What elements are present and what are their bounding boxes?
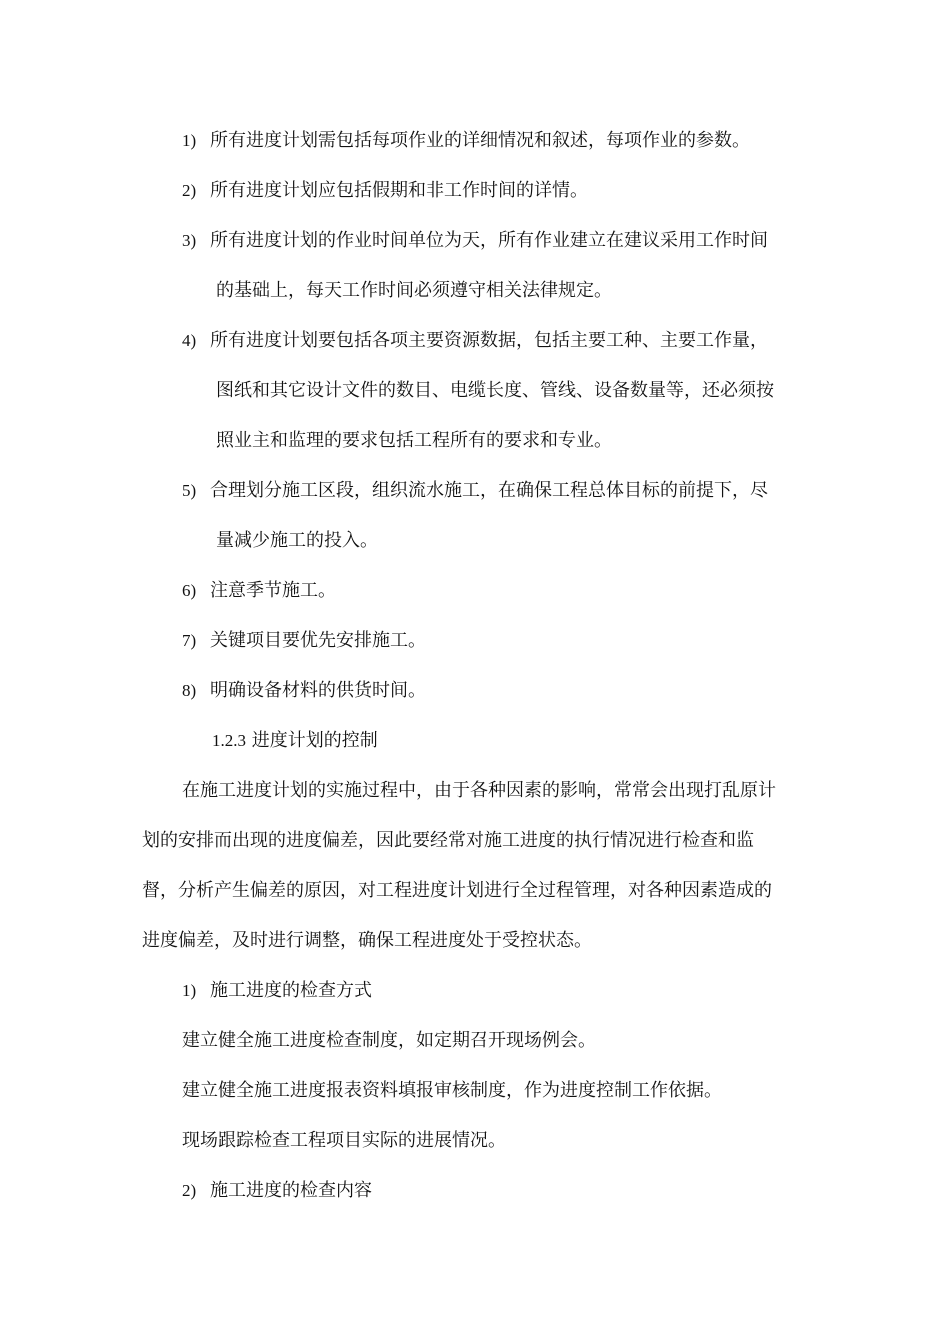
- list-number: 4): [182, 331, 197, 350]
- list-number: 6): [182, 581, 197, 600]
- list-text: 施工进度的检查内容: [210, 1180, 372, 1201]
- body-paragraph: [142, 766, 810, 966]
- list-text: 所有进度计划应包括假期和非工作时间的详情。: [210, 180, 588, 201]
- list-number: 1): [182, 131, 197, 150]
- list-item-5: [182, 466, 822, 566]
- list-item-8: [182, 666, 822, 716]
- paragraph-line: 督，分析产生偏差的原因，对工程进度计划进行全过程管理，对各种因素造成的: [142, 880, 772, 901]
- list-item-7: [182, 616, 822, 666]
- list-number: 2): [182, 181, 197, 200]
- check-item-1: 建立健全施工进度检查制度，如定期召开现场例会。: [182, 1030, 596, 1051]
- list-text: 的基础上，每天工作时间必须遵守相关法律规定。: [216, 280, 612, 301]
- list-text: 注意季节施工。: [210, 580, 336, 601]
- list-text: 所有进度计划需包括每项作业的详细情况和叙述，每项作业的参数。: [210, 130, 750, 151]
- list-item-4: [182, 316, 822, 466]
- paragraph-line: 进度偏差，及时进行调整，确保工程进度处于受控状态。: [142, 930, 592, 951]
- list-number: 7): [182, 631, 197, 650]
- section-heading: [212, 716, 378, 766]
- check-item-3: 现场跟踪检查工程项目实际的进展情况。: [182, 1130, 506, 1151]
- paragraph-line: 在施工进度计划的实施过程中，由于各种因素的影响，常常会出现打乱原计: [182, 780, 776, 801]
- list-text: 图纸和其它设计文件的数目、电缆长度、管线、设备数量等，还必须按: [216, 380, 774, 401]
- list-number: 1): [182, 981, 197, 1000]
- section-number: 1.2.3: [212, 731, 246, 750]
- list-text: 明确设备材料的供货时间。: [210, 680, 426, 701]
- list-item-1: [182, 116, 822, 166]
- check-content-heading: [182, 1166, 822, 1216]
- list-number: 2): [182, 1181, 197, 1200]
- list-text: 合理划分施工区段，组织流水施工，在确保工程总体目标的前提下，尽: [210, 480, 768, 501]
- list-item-3: [182, 216, 822, 316]
- check-item-2: 建立健全施工进度报表资料填报审核制度，作为进度控制工作依据。: [182, 1080, 722, 1101]
- list-number: 3): [182, 231, 197, 250]
- list-number: 5): [182, 481, 197, 500]
- list-text: 量减少施工的投入。: [216, 530, 378, 551]
- list-text: 照业主和监理的要求包括工程所有的要求和专业。: [216, 430, 612, 451]
- paragraph-line: 划的安排而出现的进度偏差，因此要经常对施工进度的执行情况进行检查和监: [142, 830, 754, 851]
- list-text: 所有进度计划要包括各项主要资源数据，包括主要工种、主要工作量，: [210, 330, 768, 351]
- section-title: 进度计划的控制: [251, 730, 378, 751]
- check-method-heading: [182, 966, 822, 1016]
- list-number: 8): [182, 681, 197, 700]
- list-text: 所有进度计划的作业时间单位为天，所有作业建立在建议采用工作时间: [210, 230, 768, 251]
- list-item-6: [182, 566, 822, 616]
- list-text: 关键项目要优先安排施工。: [210, 630, 426, 651]
- list-text: 施工进度的检查方式: [210, 980, 372, 1001]
- list-item-2: [182, 166, 822, 216]
